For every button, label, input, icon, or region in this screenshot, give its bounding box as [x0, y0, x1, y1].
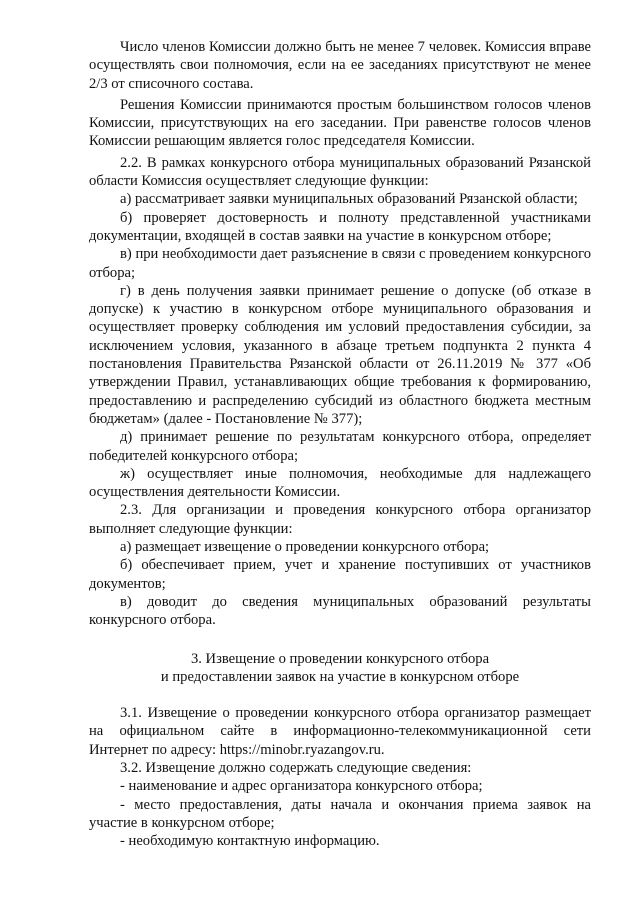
document-body	[89, 38, 591, 850]
list-item-2-2-zh: ж) осуществляет иные полномочия, необходимые для надлежащего осуществления деятельности Комиссии.	[89, 465, 591, 501]
list-item-2-3-v: в) доводит до сведения муниципальных образований результаты конкурсного отбора.	[89, 593, 591, 629]
list-item-2-2-v: в) при необходимости дает разъяснение в связи с проведением конкурсного отбора;	[89, 246, 591, 281]
list-item-3-2-1: - наименование и адрес организатора конкурсного отбора;	[120, 778, 483, 795]
list-item-2-2-d: д) принимает решение по результатам конкурсного отбора, определяет победителей конкурсного отбора;	[89, 429, 591, 464]
paragraph-2-3: 2.3. Для организации и проведения конкурсного отбора организатор выполняет следующие функции:	[89, 502, 591, 537]
list-item-2-2-g: г) в день получения заявки принимает решение о допуске (об отказе в допуске) к участию в конкурсном отборе муниципального образования и осуществляет проверку соблюдения им условий предоставления субсидии, за исключением условия, указанного в абзаце третьем подпункта 2 пункта 4 постановления Правительства Рязанской области от 26.11.2019 № 377 «Об утверждении Правил, устанавливающих общие требования к формированию, предоставлению и распределению субсидий из областного бюджета местным бюджетам» (далее - Постановление № 377);	[89, 282, 591, 427]
paragraph-commission-decisions: Решения Комиссии принимаются простым большинством голосов членов Комиссии, присутствующих на его заседании. При равенстве голосов членов Комиссии решающим является голос председателя Комиссии.	[89, 96, 591, 150]
section-3-heading-line1: 3. Извещение о проведении конкурсного отбора	[190, 650, 490, 667]
paragraph-3-2: 3.2. Извещение должно содержать следующие сведения:	[120, 759, 472, 776]
list-item-2-3-a: а) размещает извещение о проведении конкурсного отбора;	[120, 539, 490, 556]
list-item-3-2-3: - необходимую контактную информацию.	[120, 833, 380, 850]
list-item-2-2-b: б) проверяет достоверность и полноту представленной участниками документации, входящей в состав заявки на участие в конкурсном отборе;	[89, 209, 591, 244]
paragraph-commission-quorum: Число членов Комиссии должно быть не менее 7 человек. Комиссия вправе осуществлять свои полномочия, если на ее заседаниях присутствуют не менее 2/3 от списочного состава.	[89, 39, 591, 92]
list-item-2-3-b: б) обеспечивает прием, учет и хранение поступивших от участников документов;	[89, 557, 591, 592]
list-item-3-2-2: - место предоставления, даты начала и окончания приема заявок на участие в конкурсном отборе;	[89, 796, 591, 831]
paragraph-3-1: 3.1. Извещение о проведении конкурсного отбора организатор размещает на официальном сайте в информационно-телекоммуникационной сети Интернет по адресу: https://minobr.ryazangov.ru.	[89, 705, 591, 758]
section-3-heading-line2: и предоставлении заявок на участие в конкурсном отборе	[160, 668, 520, 685]
paragraph-2-2: 2.2. В рамках конкурсного отбора муниципальных образований Рязанской области Комиссия осуществляет следующие функции:	[89, 154, 591, 190]
section-3-heading	[89, 650, 591, 687]
list-item-2-2-a: а) рассматривает заявки муниципальных образований Рязанской области;	[120, 191, 578, 208]
